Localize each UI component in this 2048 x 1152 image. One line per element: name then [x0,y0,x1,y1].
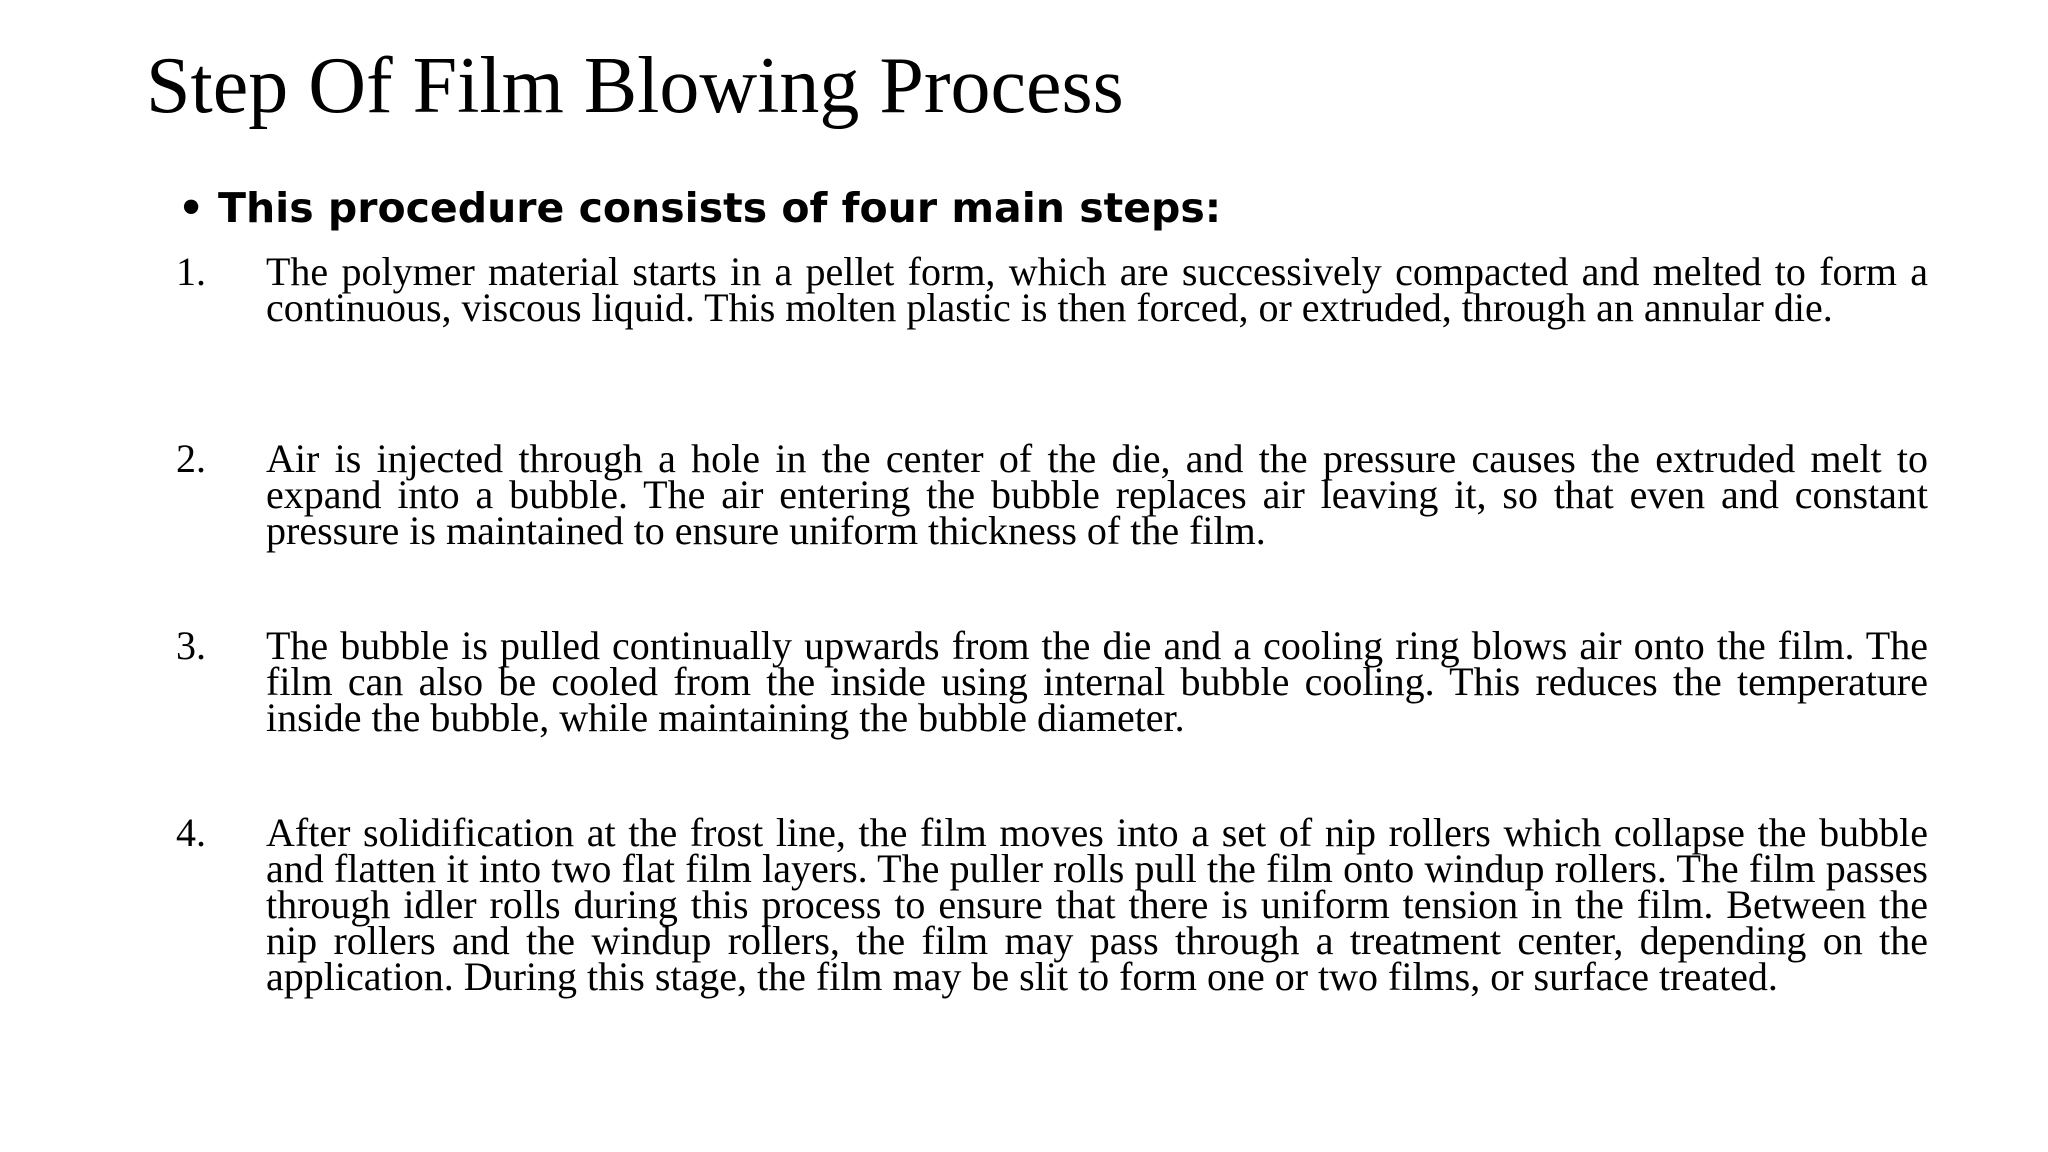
step-item-1 [176,249,1928,330]
step-item-3 [176,623,1928,740]
bullet-icon: • [178,184,205,232]
step-item-4 [176,810,1928,999]
step-text: After solidification at the frost line, the film moves into a set of nip rollers which collapse the bubble and flatten it into two flat film layers. The puller rolls pull the film onto windup rollers. The film passes through idler rolls during this process to ensure that there is uniform tension in the film. Between the nip rollers and the windup rollers, the film may pass through a treatment center, depending on the application. During this stage, the film may be slit to form one or two films, or surface treated. [266,810,1928,999]
intro-bullet-text: This procedure consists of four main steps: [218,184,1222,232]
step-number: 2. [176,436,206,481]
step-text: Air is injected through a hole in the center of the die, and the pressure causes the extruded melt to expand into a bubble. The air entering the bubble replaces air leaving it, so that even and constant pressure is maintained to ensure uniform thickness of the film. [266,436,1928,553]
intro-bullet [178,180,1221,236]
slide-title: Step Of Film Blowing Process [146,42,1124,130]
step-number: 1. [176,249,206,294]
step-number: 3. [176,623,206,668]
step-number: 4. [176,810,206,855]
step-text: The polymer material starts in a pellet form, which are successively compacted and melted to form a continuous, viscous liquid. This molten plastic is then forced, or extruded, through an annular die. [266,249,1928,330]
step-item-2 [176,436,1928,553]
step-text: The bubble is pulled continually upwards from the die and a cooling ring blows air onto the film. The film can also be cooled from the inside using internal bubble cooling. This reduces the temperature inside the bubble, while maintaining the bubble diameter. [266,623,1928,740]
